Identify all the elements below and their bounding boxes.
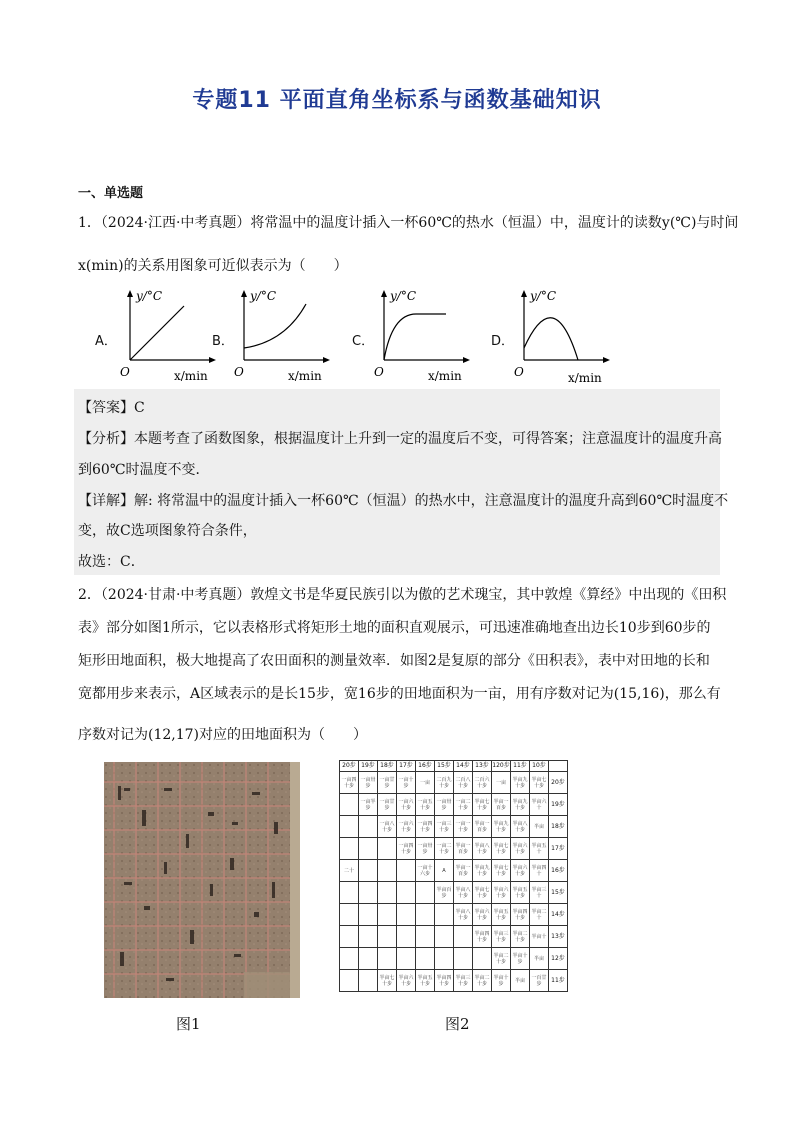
table-cell: 一亩三十步 <box>435 816 454 838</box>
graph-b-curve <box>244 304 306 348</box>
table-cell: 半亩五十步 <box>492 904 511 926</box>
table-cell <box>340 882 359 904</box>
detail-line2: 变，故C选项图象符合条件， <box>78 523 257 539</box>
table-row <box>340 948 568 970</box>
analysis-line2: 到60℃时温度不变． <box>78 462 210 478</box>
figure2-caption: 图2 <box>445 1015 470 1033</box>
table-cell: 一亩卅步 <box>359 772 378 794</box>
table-row <box>340 772 568 794</box>
table-cell: 一亩二十步 <box>435 838 454 860</box>
table-cell: 半亩四十 <box>530 860 549 882</box>
table-cell <box>416 926 435 948</box>
table-cell <box>378 860 397 882</box>
table-cell: 二百六十步 <box>473 772 492 794</box>
table-row-label: 12步 <box>549 948 568 970</box>
option-b-label: B． <box>212 334 234 349</box>
table-cell: 半亩十 <box>530 926 549 948</box>
section-heading: 一、单选题 <box>78 186 144 201</box>
table-cell <box>359 816 378 838</box>
table-cell: 半亩五十步 <box>416 970 435 992</box>
table-header-cell: 10步 <box>530 761 549 772</box>
table-cell: 半亩七十步 <box>492 860 511 882</box>
table-row-label: 18步 <box>549 816 568 838</box>
graph-b <box>230 286 340 386</box>
table-cell: 半亩二十 <box>530 904 549 926</box>
table-cell: 半亩二十步 <box>511 926 530 948</box>
table-cell: 半亩七十步 <box>378 970 397 992</box>
table-cell <box>359 904 378 926</box>
table-row <box>340 926 568 948</box>
table-cell <box>435 948 454 970</box>
page-title: 专题11 平面直角坐标系与函数基础知识 <box>192 88 602 113</box>
table-cell: 一亩四十步 <box>340 772 359 794</box>
table-cell: 半亩五十步 <box>511 882 530 904</box>
table-row-label: 20步 <box>549 772 568 794</box>
detail-line1: 【详解】解: 将常温中的温度计插入一杯60℃（恒温）的热水中，注意温度计的温度升高到60℃时温度不 <box>78 493 729 509</box>
table-header-cell: 19步 <box>359 761 378 772</box>
figure2-table <box>339 760 568 992</box>
table-cell: 一亩五十步 <box>416 794 435 816</box>
table-cell <box>473 948 492 970</box>
table-cell: 一亩四十步 <box>397 838 416 860</box>
table-cell <box>435 926 454 948</box>
graph-d-curve <box>524 318 578 360</box>
table-cell <box>416 904 435 926</box>
answer: 【答案】C <box>78 400 145 416</box>
table-cell: 二百九十步 <box>435 772 454 794</box>
table-row-label: 17步 <box>549 838 568 860</box>
table-cell: 半亩六十步 <box>473 904 492 926</box>
table-cell <box>340 948 359 970</box>
table-cell: 半亩三十步 <box>492 926 511 948</box>
table-cell: 半亩六十 <box>530 794 549 816</box>
q1-line1: 1．（2024·江西·中考真题）将常温中的温度计插入一杯60℃的热水（恒温）中，温度计的读数y(℃)与时间 <box>78 215 739 231</box>
table-cell: 半亩八十步 <box>454 904 473 926</box>
table-cell <box>378 926 397 948</box>
table-cell <box>397 860 416 882</box>
table-row <box>340 904 568 926</box>
answer-block <box>74 389 720 575</box>
table-cell: 半亩九十步 <box>511 794 530 816</box>
table-cell: 一亩一十步 <box>454 816 473 838</box>
q2-line1: 2．（2024·甘肃·中考真题）敦煌文书是华夏民族引以为傲的艺术瑰宝，其中敦煌《算经》中出现的《田积 <box>78 587 727 603</box>
table-cell: 半亩八十步 <box>511 816 530 838</box>
graph-b-origin: O <box>234 365 244 379</box>
table-cell <box>359 948 378 970</box>
graph-c-ylabel: y/°C <box>390 289 417 303</box>
graph-d-ylabel: y/°C <box>530 289 557 303</box>
table-header-cell: 18步 <box>378 761 397 772</box>
table-cell <box>454 926 473 948</box>
q2-line4: 宽都用步来表示，A区域表示的是长15步，宽16步的田地面积为一亩，用有序数对记为(15,16)，那么有 <box>78 686 721 702</box>
table-header-cell <box>549 761 568 772</box>
table-cell: 半亩四十步 <box>473 926 492 948</box>
table-row-label: 16步 <box>549 860 568 882</box>
table-row <box>340 882 568 904</box>
graph-c <box>370 286 480 386</box>
table-cell <box>397 904 416 926</box>
table-cell: 半亩九十步 <box>492 816 511 838</box>
table-header-cell: 16步 <box>416 761 435 772</box>
table-cell: 半亩六十步 <box>397 970 416 992</box>
table-cell: 半亩 <box>530 816 549 838</box>
table-row <box>340 816 568 838</box>
table-cell <box>435 904 454 926</box>
table-cell: 一亩 <box>416 772 435 794</box>
table-cell: 半亩十步 <box>492 970 511 992</box>
table-cell: 半亩二十步 <box>473 970 492 992</box>
table-cell: 半亩八十步 <box>454 882 473 904</box>
table-cell: 一亩十步 <box>397 772 416 794</box>
table-row <box>340 838 568 860</box>
table-cell: 半亩一百步 <box>454 838 473 860</box>
table-cell: 半亩六十步 <box>492 882 511 904</box>
table-cell <box>359 860 378 882</box>
q2-line3: 矩形田地面积，极大地提高了农田面积的测量效率．如图2是复原的部分《田积表》，表中对田地的长和 <box>78 653 710 669</box>
table-cell <box>378 948 397 970</box>
table-row <box>340 860 568 882</box>
table-cell <box>359 882 378 904</box>
graph-d <box>510 286 620 386</box>
table-cell <box>359 926 378 948</box>
table-row-label: 11步 <box>549 970 568 992</box>
table-cell <box>340 794 359 816</box>
table-cell: 一亩廿步 <box>378 794 397 816</box>
graph-c-curve <box>384 314 446 360</box>
table-cell: 半亩七十步 <box>530 772 549 794</box>
table-cell <box>340 970 359 992</box>
table-cell: 二百八十步 <box>454 772 473 794</box>
table-cell: 二十 <box>340 860 359 882</box>
table-cell: A <box>435 860 454 882</box>
table-row <box>340 970 568 992</box>
table-cell: 半亩四十步 <box>435 970 454 992</box>
table-header-cell: 17步 <box>397 761 416 772</box>
graph-d-xlabel: x/min <box>568 371 602 385</box>
table-cell: 半亩一百步 <box>473 816 492 838</box>
table-cell <box>359 970 378 992</box>
table-header-cell: 120步 <box>492 761 511 772</box>
q2-line2: 表》部分如图1所示，它以表格形式将矩形土地的面积直观展示，可迅速准确地查出边长10步到60步的 <box>78 620 711 636</box>
table-cell <box>340 816 359 838</box>
table-header-row <box>340 761 568 772</box>
table-cell <box>378 882 397 904</box>
choose: 故选：C． <box>78 554 145 570</box>
table-cell <box>340 838 359 860</box>
table-header-cell: 15步 <box>435 761 454 772</box>
table-header-cell: 11步 <box>511 761 530 772</box>
table-row <box>340 794 568 816</box>
graph-d-origin: O <box>514 365 524 379</box>
table-cell: 半亩九十步 <box>511 772 530 794</box>
table-cell: 一亩十六步 <box>416 860 435 882</box>
table-cell <box>340 926 359 948</box>
graph-a-xlabel: x/min <box>174 369 208 383</box>
table-cell <box>397 882 416 904</box>
table-cell: 一亩八十步 <box>378 816 397 838</box>
table-header-cell: 20步 <box>340 761 359 772</box>
table-cell: 一亩卅步 <box>416 838 435 860</box>
table-cell: 一亩半步 <box>359 794 378 816</box>
table-cell <box>416 882 435 904</box>
table-row-label: 19步 <box>549 794 568 816</box>
table-cell: 一亩四十步 <box>416 816 435 838</box>
table-cell: 半亩一百步 <box>454 860 473 882</box>
table-cell: 一亩卅步 <box>435 794 454 816</box>
table-cell: 半亩 <box>530 948 549 970</box>
table-cell: 半亩 <box>511 970 530 992</box>
table-cell <box>397 926 416 948</box>
table-cell <box>454 948 473 970</box>
table-cell <box>397 948 416 970</box>
table-header-cell: 13步 <box>473 761 492 772</box>
option-d-label: D． <box>491 334 515 349</box>
graph-a-ylabel: y/°C <box>136 289 163 303</box>
table-cell <box>359 838 378 860</box>
q2-line5: 序数对记为(12,17)对应的田地面积为（ ） <box>78 727 368 743</box>
table-cell: 一亩六十步 <box>397 794 416 816</box>
table-cell <box>378 838 397 860</box>
table-cell: 半亩九十步 <box>473 860 492 882</box>
table-cell: 半亩三十 <box>530 882 549 904</box>
table-cell <box>416 948 435 970</box>
graph-a-origin: O <box>120 365 130 379</box>
table-cell <box>340 904 359 926</box>
option-c-label: C． <box>352 334 375 349</box>
graph-b-ylabel: y/°C <box>250 289 277 303</box>
table-row-label: 14步 <box>549 904 568 926</box>
table-cell: 半亩百步 <box>435 882 454 904</box>
table-cell: 半亩六十步 <box>511 838 530 860</box>
table-cell: 半亩七十步 <box>473 794 492 816</box>
table-cell: 半亩七十步 <box>473 882 492 904</box>
table-cell: 半亩二十步 <box>492 948 511 970</box>
table-cell: 一亩六十步 <box>397 816 416 838</box>
table-cell: 半亩三十步 <box>454 970 473 992</box>
graph-a-curve <box>130 306 184 360</box>
table-cell: 一百廿步 <box>530 970 549 992</box>
graph-c-origin: O <box>374 365 384 379</box>
table-row-label: 15步 <box>549 882 568 904</box>
table-cell: 半亩十步 <box>511 948 530 970</box>
graph-c-xlabel: x/min <box>428 369 462 383</box>
graph-b-xlabel: x/min <box>288 369 322 383</box>
table-cell: 半亩六十步 <box>511 860 530 882</box>
table-header-cell: 14步 <box>454 761 473 772</box>
table-cell: 半亩五十 <box>530 838 549 860</box>
table-cell: 一亩 <box>492 772 511 794</box>
table-cell: 半亩四十步 <box>511 904 530 926</box>
table-cell: 一亩二十步 <box>454 794 473 816</box>
table-cell: 半亩一百步 <box>492 794 511 816</box>
table-cell <box>378 904 397 926</box>
table-cell: 一亩廿步 <box>378 772 397 794</box>
graph-a <box>116 286 226 386</box>
figure1-caption: 图1 <box>176 1015 201 1033</box>
table-row-label: 13步 <box>549 926 568 948</box>
q1-line2: x(min)的关系用图象可近似表示为（ ） <box>78 258 348 274</box>
option-a-label: A． <box>95 334 117 349</box>
analysis-line1: 【分析】本题考查了函数图象，根据温度计上升到一定的温度后不变，可得答案；注意温度计的温度升高 <box>78 431 722 447</box>
table-cell: 半亩八十步 <box>473 838 492 860</box>
figure1-manuscript-image <box>104 762 300 998</box>
table-cell: 半亩七十步 <box>492 838 511 860</box>
